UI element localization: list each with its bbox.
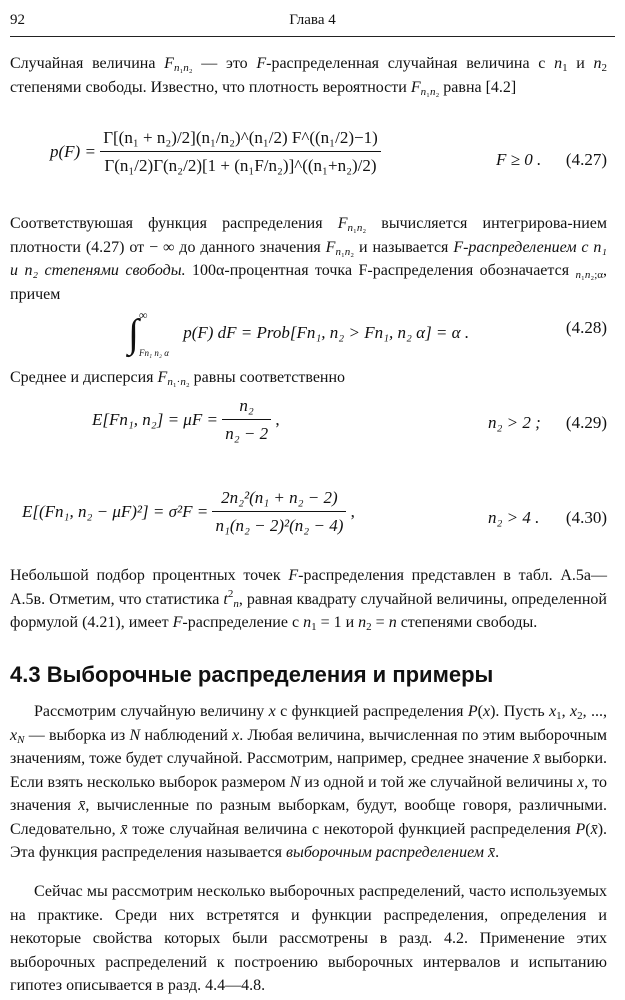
eq-4-28-upper-limit: ∞ (138, 308, 148, 322)
eq-4-28-label: (4.28) (565, 318, 607, 337)
eq-4-30-numerator: 2n₂²(n₁ + n₂ − 2) (221, 488, 338, 507)
eq-4-29-numerator: n₂ (239, 396, 254, 415)
eq-4-29-lhs: E[Fn₁, n₂] = μF = (92, 410, 218, 429)
eq-4-28-body: p(F) dF = Prob[Fn₁, n₂ > Fn₁, n₂ α] = α . (183, 323, 470, 342)
eq-4-29-label: (4.29) (565, 413, 607, 432)
equation-4-30 (10, 488, 607, 552)
eq-4-30-condition: n₂ > 4 . (488, 508, 540, 527)
eq-4-30-lhs: E[(Fn₁, n₂ − μF)²] = σ²F = (22, 502, 209, 521)
page-number: 92 (10, 12, 25, 28)
eq-4-30-denominator: n₁(n₂ − 2)²(n₂ − 4) (212, 511, 346, 536)
eq-4-27-fraction (100, 128, 381, 176)
equation-4-29 (10, 396, 607, 460)
paragraph-mean-variance: Среднее и дисперсия $F_{n_1\cdot n_2}$ равны соответственно (10, 369, 346, 388)
eq-4-27-label: (4.27) (565, 150, 607, 169)
eq-4-28-lower-limit: Fn₁ n₂ α (138, 348, 169, 358)
equation-4-27 (10, 128, 607, 204)
paragraph-overview: Сейчас мы рассмотрим несколько выборочных распределений, часто используемых на практике. Среди них встретятся и функции распределения, определения и некоторые свойства которых были рассмотрены в разд. 4.2. Применение этих выборочных распределений к построению выборочных интервалов и испытанию гипотез описывается в разд. 4.4—4.8. (10, 883, 607, 994)
equation-4-28 (10, 304, 607, 364)
page-header (10, 10, 615, 38)
eq-4-30-tail: , (350, 502, 355, 521)
section-heading: 4.3 Выборочные распределения и примеры (10, 662, 494, 687)
eq-4-27-lhs: p(F) = (50, 142, 96, 161)
paragraph-percentage-points: Небольшой подбор процентных точек F-распределения представлен в табл. А.5а—А.5в. Отметим, что статистика $t^2_n$, равная квадрату случайной величины, определенной формулой (4.21), имеет F-распределение с $n_1 = 1$ и $n_2 = n$ степенями свободы. (10, 567, 608, 633)
eq-4-27-numerator: Γ[(n₁ + n₂)/2](n₁/n₂)^(n₁/2) F^((n₁/2)−1) (103, 128, 378, 147)
eq-4-29-fraction (222, 396, 271, 444)
paragraph-f-distribution-intro: Случайная величина $F_{n_1n_2}$ — это F-распределенная случайная величина с $n_1$ и $n_2$ степенями свободы. Известно, что плотность вероятности $F_{n_1n_2}$ равна [4.2] (10, 55, 608, 98)
eq-4-29-denominator: n₂ − 2 (222, 419, 271, 444)
header-rule (10, 36, 615, 37)
paragraph-f-distribution-function: Соответствуюшая функция распределения $F_{n_1n_2}$ вычисляется интегрирова-нием плотности (4.27) от − ∞ до данного значения $F_{n_1n_2}$ и называется F-распределением с n₁ и n₂ степенями свободы. 100α-процентная точка F-распределения обозначается $_{n_1n_2;\alpha}$, причем (10, 215, 608, 303)
eq-4-29-tail: , (275, 410, 280, 429)
paragraph-sampling-distributions: Рассмотрим случайную величину x с функцией распределения P(x). Пусть $x_1$, $x_2$, ..., $x_N$ — выборка из N наблюдений x. Любая величина, вычисленная по этим выборочным значениям, тоже будет случайной. Рассмотрим, например, среднее значение x̄ выборки. Если взять несколько выборок размером N из одной и той же случайной величины x, то значения x̄, вычисленные по разным выборкам, будут, вообще говоря, различными. Следовательно, x̄ тоже случайная величина с некоторой функцией распределения P(x̄). Эта функция распределения называется выборочным распределением x̄. (10, 703, 608, 861)
eq-4-27-condition: F ≥ 0 . (496, 150, 542, 169)
eq-4-30-label: (4.30) (565, 508, 607, 527)
eq-4-27-denominator: Γ(n₁/2)Γ(n₂/2)[1 + (n₁F/n₂)]^((n₁+n₂)/2) (100, 151, 381, 176)
integral-sign: ∫ (128, 310, 139, 356)
chapter-title: Глава 4 (289, 12, 336, 28)
eq-4-29-condition: n₂ > 2 ; (488, 413, 541, 432)
eq-4-30-fraction (212, 488, 346, 536)
